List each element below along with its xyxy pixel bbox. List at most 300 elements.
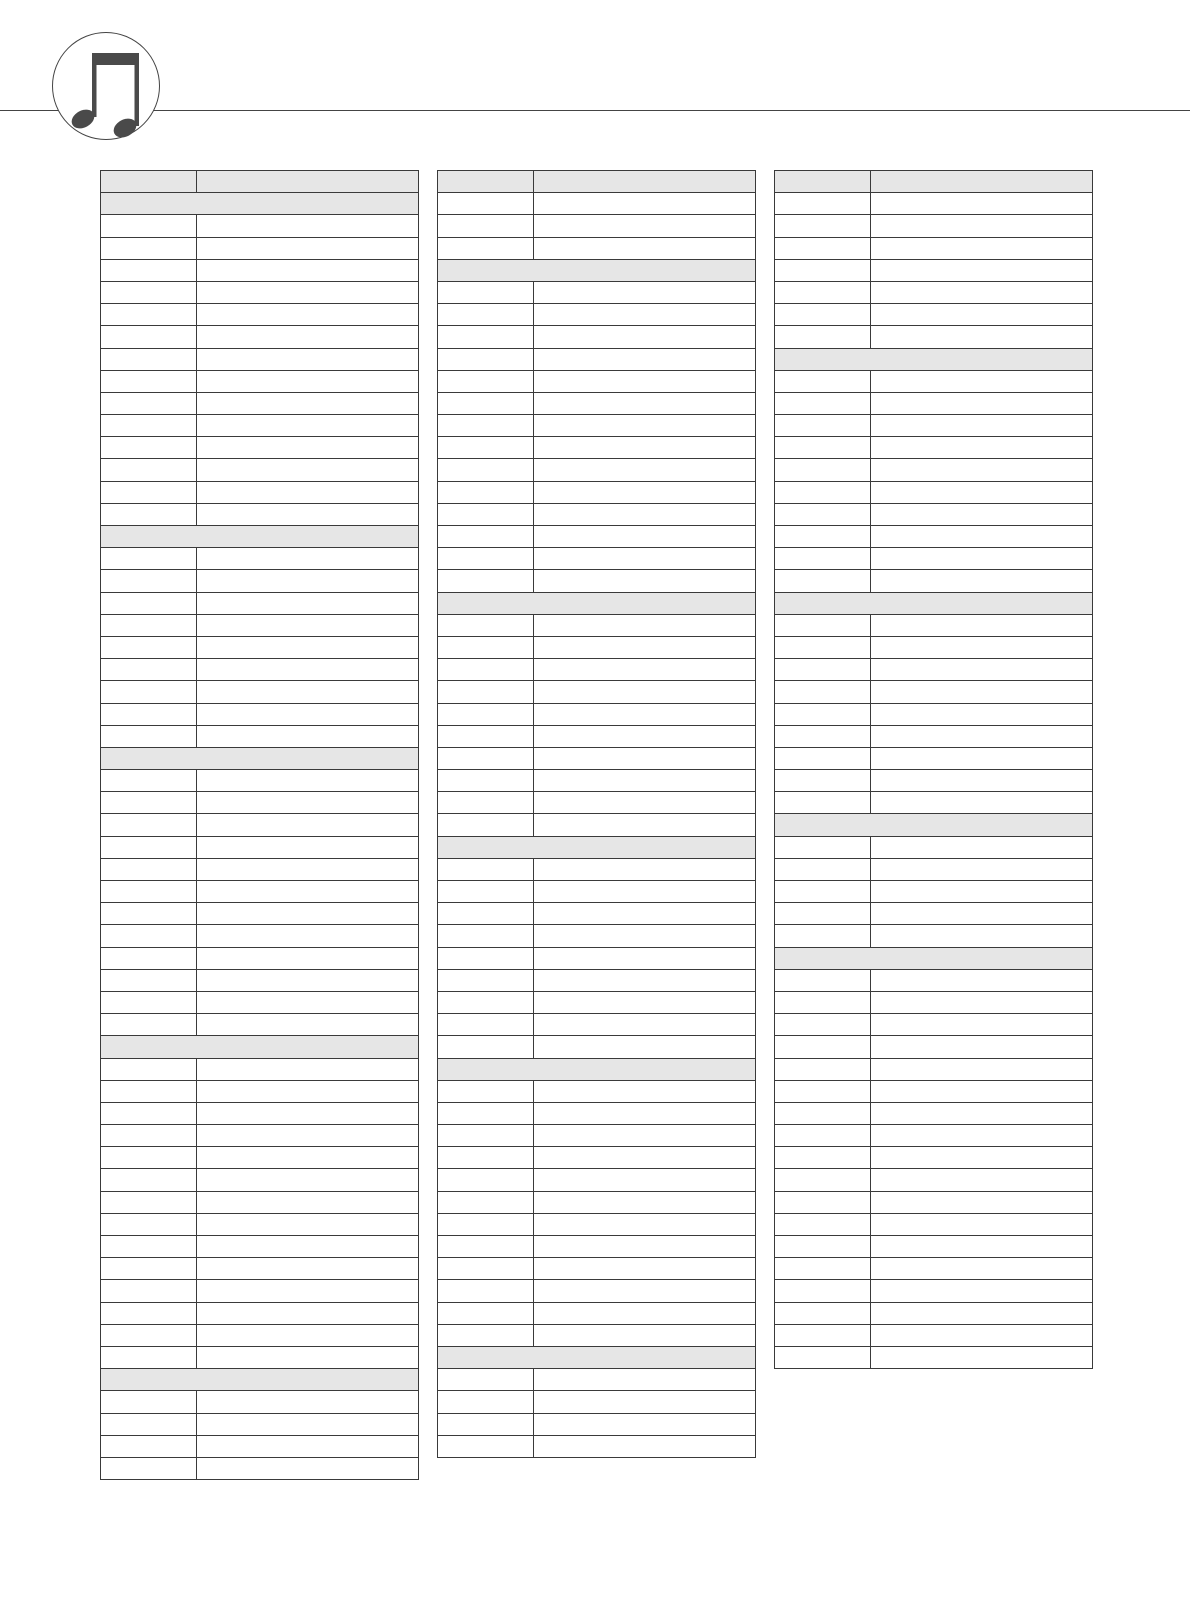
table-row: [101, 370, 419, 392]
table-row: [438, 1169, 756, 1191]
item-number: [775, 792, 871, 814]
table-row: [775, 1191, 1093, 1213]
table-row: [438, 1014, 756, 1036]
item-number: [438, 969, 534, 991]
item-number: [775, 858, 871, 880]
table-row: [775, 991, 1093, 1013]
item-name: [871, 437, 1093, 459]
item-name: [197, 903, 419, 925]
table-row: [101, 836, 419, 858]
item-number: [438, 681, 534, 703]
category-label: [438, 259, 756, 281]
item-name: [197, 947, 419, 969]
item-name: [871, 259, 1093, 281]
item-name: [871, 836, 1093, 858]
item-number: [101, 326, 197, 348]
table-row: [775, 415, 1093, 437]
table-row: [775, 903, 1093, 925]
item-name: [197, 925, 419, 947]
table-body: [775, 193, 1093, 1369]
item-name: [871, 681, 1093, 703]
item-name: [197, 592, 419, 614]
item-name: [534, 614, 756, 636]
category-label: [775, 814, 1093, 836]
table-row: [101, 1147, 419, 1169]
table-row: [438, 903, 756, 925]
table-row: [438, 1413, 756, 1435]
table-row: [438, 1258, 756, 1280]
item-number: [101, 481, 197, 503]
item-number: [775, 437, 871, 459]
table-row: [775, 1080, 1093, 1102]
item-number: [101, 792, 197, 814]
table-row: [438, 348, 756, 370]
table-row: [775, 1125, 1093, 1147]
music-badge: [52, 32, 160, 140]
table-row: [101, 725, 419, 747]
item-number: [775, 1236, 871, 1258]
table-row: [101, 969, 419, 991]
item-number: [101, 1457, 197, 1479]
item-number: [775, 1125, 871, 1147]
table-row: [775, 836, 1093, 858]
table-row: [438, 481, 756, 503]
item-number: [438, 881, 534, 903]
item-number: [101, 437, 197, 459]
item-name: [534, 991, 756, 1013]
item-number: [101, 1058, 197, 1080]
table-row: [101, 681, 419, 703]
item-name: [534, 969, 756, 991]
item-name: [197, 1435, 419, 1457]
item-number: [438, 1014, 534, 1036]
category-row: [101, 1369, 419, 1391]
table-row: [101, 281, 419, 303]
item-name: [534, 681, 756, 703]
item-name: [534, 526, 756, 548]
item-number: [775, 725, 871, 747]
table-row: [101, 903, 419, 925]
item-number: [101, 881, 197, 903]
item-number: [101, 570, 197, 592]
item-name: [871, 1036, 1093, 1058]
table-row: [101, 481, 419, 503]
item-number: [101, 1280, 197, 1302]
column-header-number: [101, 171, 197, 193]
table-row: [438, 881, 756, 903]
table-row: [101, 259, 419, 281]
item-name: [871, 1213, 1093, 1235]
item-name: [197, 326, 419, 348]
item-number: [438, 437, 534, 459]
item-number: [775, 193, 871, 215]
item-number: [438, 548, 534, 570]
table-row: [775, 1324, 1093, 1346]
table-row: [101, 348, 419, 370]
table-row: [101, 1169, 419, 1191]
item-number: [775, 1080, 871, 1102]
category-row: [101, 526, 419, 548]
table-header-row: [438, 171, 756, 193]
category-label: [775, 947, 1093, 969]
item-name: [534, 792, 756, 814]
item-name: [197, 459, 419, 481]
category-row: [775, 348, 1093, 370]
table-row: [438, 814, 756, 836]
item-name: [871, 415, 1093, 437]
item-number: [775, 548, 871, 570]
item-name: [197, 1014, 419, 1036]
table-row: [438, 1036, 756, 1058]
item-number: [775, 614, 871, 636]
item-name: [871, 392, 1093, 414]
item-number: [438, 415, 534, 437]
item-number: [775, 526, 871, 548]
list-table-2: [437, 170, 756, 1458]
item-number: [101, 770, 197, 792]
item-name: [197, 1413, 419, 1435]
item-name: [534, 1280, 756, 1302]
item-number: [775, 881, 871, 903]
table-row: [101, 1280, 419, 1302]
table-row: [101, 459, 419, 481]
item-name: [871, 215, 1093, 237]
item-name: [534, 1369, 756, 1391]
item-name: [534, 1391, 756, 1413]
table-row: [775, 681, 1093, 703]
table-row: [101, 792, 419, 814]
item-name: [534, 858, 756, 880]
item-number: [438, 747, 534, 769]
item-number: [775, 304, 871, 326]
item-name: [871, 570, 1093, 592]
table-row: [101, 392, 419, 414]
table-row: [775, 881, 1093, 903]
item-name: [197, 1346, 419, 1368]
item-name: [871, 1258, 1093, 1280]
item-name: [197, 570, 419, 592]
item-number: [438, 481, 534, 503]
category-label: [775, 348, 1093, 370]
category-label: [438, 592, 756, 614]
table-row: [775, 1258, 1093, 1280]
category-row: [438, 1346, 756, 1368]
item-number: [438, 193, 534, 215]
item-name: [197, 481, 419, 503]
item-name: [197, 858, 419, 880]
item-number: [775, 703, 871, 725]
item-name: [534, 1014, 756, 1036]
item-name: [197, 304, 419, 326]
item-number: [101, 1147, 197, 1169]
item-name: [871, 193, 1093, 215]
table-row: [101, 570, 419, 592]
table-row: [438, 503, 756, 525]
item-number: [775, 1169, 871, 1191]
item-name: [871, 1346, 1093, 1368]
item-number: [438, 814, 534, 836]
table-row: [438, 526, 756, 548]
item-number: [438, 304, 534, 326]
table-row: [438, 659, 756, 681]
table-row: [101, 1236, 419, 1258]
table-row: [438, 1147, 756, 1169]
item-name: [871, 1191, 1093, 1213]
item-name: [534, 370, 756, 392]
table-row: [438, 614, 756, 636]
item-number: [438, 570, 534, 592]
item-name: [534, 1435, 756, 1457]
item-number: [101, 1302, 197, 1324]
item-number: [775, 503, 871, 525]
table-row: [775, 215, 1093, 237]
item-name: [197, 281, 419, 303]
item-name: [534, 1236, 756, 1258]
category-row: [775, 947, 1093, 969]
item-number: [775, 481, 871, 503]
table-row: [775, 858, 1093, 880]
item-name: [197, 725, 419, 747]
category-label: [101, 526, 419, 548]
item-name: [871, 281, 1093, 303]
item-number: [101, 1014, 197, 1036]
item-number: [775, 659, 871, 681]
item-number: [101, 1236, 197, 1258]
table-row: [775, 370, 1093, 392]
table-header-row: [775, 171, 1093, 193]
item-number: [438, 1413, 534, 1435]
item-name: [197, 1169, 419, 1191]
item-number: [101, 858, 197, 880]
item-name: [534, 1302, 756, 1324]
item-name: [197, 1324, 419, 1346]
table-row: [438, 925, 756, 947]
item-number: [101, 925, 197, 947]
table-row: [775, 1302, 1093, 1324]
item-name: [534, 503, 756, 525]
item-name: [871, 925, 1093, 947]
item-number: [101, 1169, 197, 1191]
table-row: [775, 636, 1093, 658]
table-row: [438, 548, 756, 570]
table-row: [775, 459, 1093, 481]
item-name: [197, 1058, 419, 1080]
item-name: [197, 770, 419, 792]
table-row: [438, 858, 756, 880]
item-name: [871, 858, 1093, 880]
item-number: [438, 326, 534, 348]
category-row: [438, 259, 756, 281]
table-row: [775, 969, 1093, 991]
table-row: [775, 1280, 1093, 1302]
item-name: [197, 1125, 419, 1147]
table-body: [101, 193, 419, 1480]
table-row: [101, 548, 419, 570]
item-name: [197, 969, 419, 991]
item-name: [871, 770, 1093, 792]
item-name: [534, 437, 756, 459]
item-name: [871, 237, 1093, 259]
category-label: [101, 1369, 419, 1391]
table-row: [438, 215, 756, 237]
item-number: [101, 681, 197, 703]
table-row: [438, 1102, 756, 1124]
category-row: [101, 747, 419, 769]
item-number: [438, 636, 534, 658]
table-row: [438, 991, 756, 1013]
table-row: [101, 1346, 419, 1368]
column-header-name: [197, 171, 419, 193]
item-number: [775, 326, 871, 348]
item-number: [775, 370, 871, 392]
table-row: [438, 326, 756, 348]
item-number: [101, 969, 197, 991]
item-number: [775, 459, 871, 481]
item-name: [534, 415, 756, 437]
item-number: [438, 1258, 534, 1280]
item-name: [534, 304, 756, 326]
item-number: [101, 1391, 197, 1413]
table-row: [775, 259, 1093, 281]
table-row: [775, 570, 1093, 592]
item-number: [438, 1169, 534, 1191]
item-name: [871, 747, 1093, 769]
table-row: [101, 415, 419, 437]
item-name: [871, 459, 1093, 481]
item-number: [775, 770, 871, 792]
item-name: [534, 725, 756, 747]
item-name: [871, 636, 1093, 658]
item-number: [101, 1413, 197, 1435]
item-name: [871, 548, 1093, 570]
category-row: [775, 814, 1093, 836]
item-name: [871, 1080, 1093, 1102]
item-number: [101, 703, 197, 725]
table-row: [775, 1169, 1093, 1191]
item-name: [534, 770, 756, 792]
item-number: [438, 1302, 534, 1324]
category-label: [438, 1346, 756, 1368]
category-label: [101, 747, 419, 769]
table-row: [775, 1236, 1093, 1258]
item-name: [871, 326, 1093, 348]
item-number: [438, 1125, 534, 1147]
item-number: [101, 459, 197, 481]
category-row: [438, 592, 756, 614]
table-row: [775, 792, 1093, 814]
item-name: [534, 348, 756, 370]
item-number: [101, 1213, 197, 1235]
item-number: [438, 459, 534, 481]
item-name: [534, 1080, 756, 1102]
table-row: [101, 947, 419, 969]
table-row: [101, 304, 419, 326]
item-name: [197, 881, 419, 903]
item-name: [197, 1280, 419, 1302]
item-name: [534, 326, 756, 348]
item-number: [438, 370, 534, 392]
item-number: [438, 1213, 534, 1235]
item-number: [438, 659, 534, 681]
table-row: [101, 1014, 419, 1036]
item-name: [534, 925, 756, 947]
item-name: [197, 814, 419, 836]
item-name: [197, 437, 419, 459]
item-number: [438, 503, 534, 525]
item-number: [438, 392, 534, 414]
item-name: [534, 548, 756, 570]
table-row: [438, 570, 756, 592]
table-row: [775, 725, 1093, 747]
category-label: [775, 592, 1093, 614]
category-row: [438, 836, 756, 858]
item-number: [438, 792, 534, 814]
item-number: [101, 1191, 197, 1213]
table-row: [438, 237, 756, 259]
item-number: [101, 304, 197, 326]
item-name: [871, 614, 1093, 636]
table-row: [775, 747, 1093, 769]
table-header-row: [101, 171, 419, 193]
table-row: [438, 415, 756, 437]
category-label: [101, 1036, 419, 1058]
item-name: [871, 503, 1093, 525]
table-row: [775, 659, 1093, 681]
item-name: [197, 1302, 419, 1324]
item-name: [534, 1147, 756, 1169]
item-number: [775, 259, 871, 281]
item-name: [871, 1147, 1093, 1169]
item-name: [871, 792, 1093, 814]
table-row: [438, 703, 756, 725]
item-number: [775, 747, 871, 769]
table-row: [775, 304, 1093, 326]
item-number: [438, 1280, 534, 1302]
item-number: [775, 1102, 871, 1124]
table-row: [438, 304, 756, 326]
item-name: [197, 792, 419, 814]
table-row: [775, 503, 1093, 525]
table-row: [101, 1457, 419, 1479]
item-number: [438, 1435, 534, 1457]
table-row: [438, 747, 756, 769]
item-name: [871, 526, 1093, 548]
item-name: [534, 1036, 756, 1058]
table-row: [101, 881, 419, 903]
item-number: [775, 392, 871, 414]
item-name: [871, 1125, 1093, 1147]
item-number: [101, 1324, 197, 1346]
item-name: [197, 1236, 419, 1258]
table-row: [438, 1369, 756, 1391]
table-row: [438, 1391, 756, 1413]
table-row: [438, 1236, 756, 1258]
table-row: [438, 681, 756, 703]
item-name: [871, 903, 1093, 925]
item-name: [534, 215, 756, 237]
item-number: [101, 259, 197, 281]
table-row: [101, 237, 419, 259]
item-number: [438, 703, 534, 725]
item-number: [101, 836, 197, 858]
item-name: [871, 991, 1093, 1013]
item-name: [534, 459, 756, 481]
item-name: [534, 703, 756, 725]
list-table-3: [774, 170, 1093, 1369]
item-number: [775, 836, 871, 858]
table-row: [775, 1213, 1093, 1235]
table-row: [775, 281, 1093, 303]
